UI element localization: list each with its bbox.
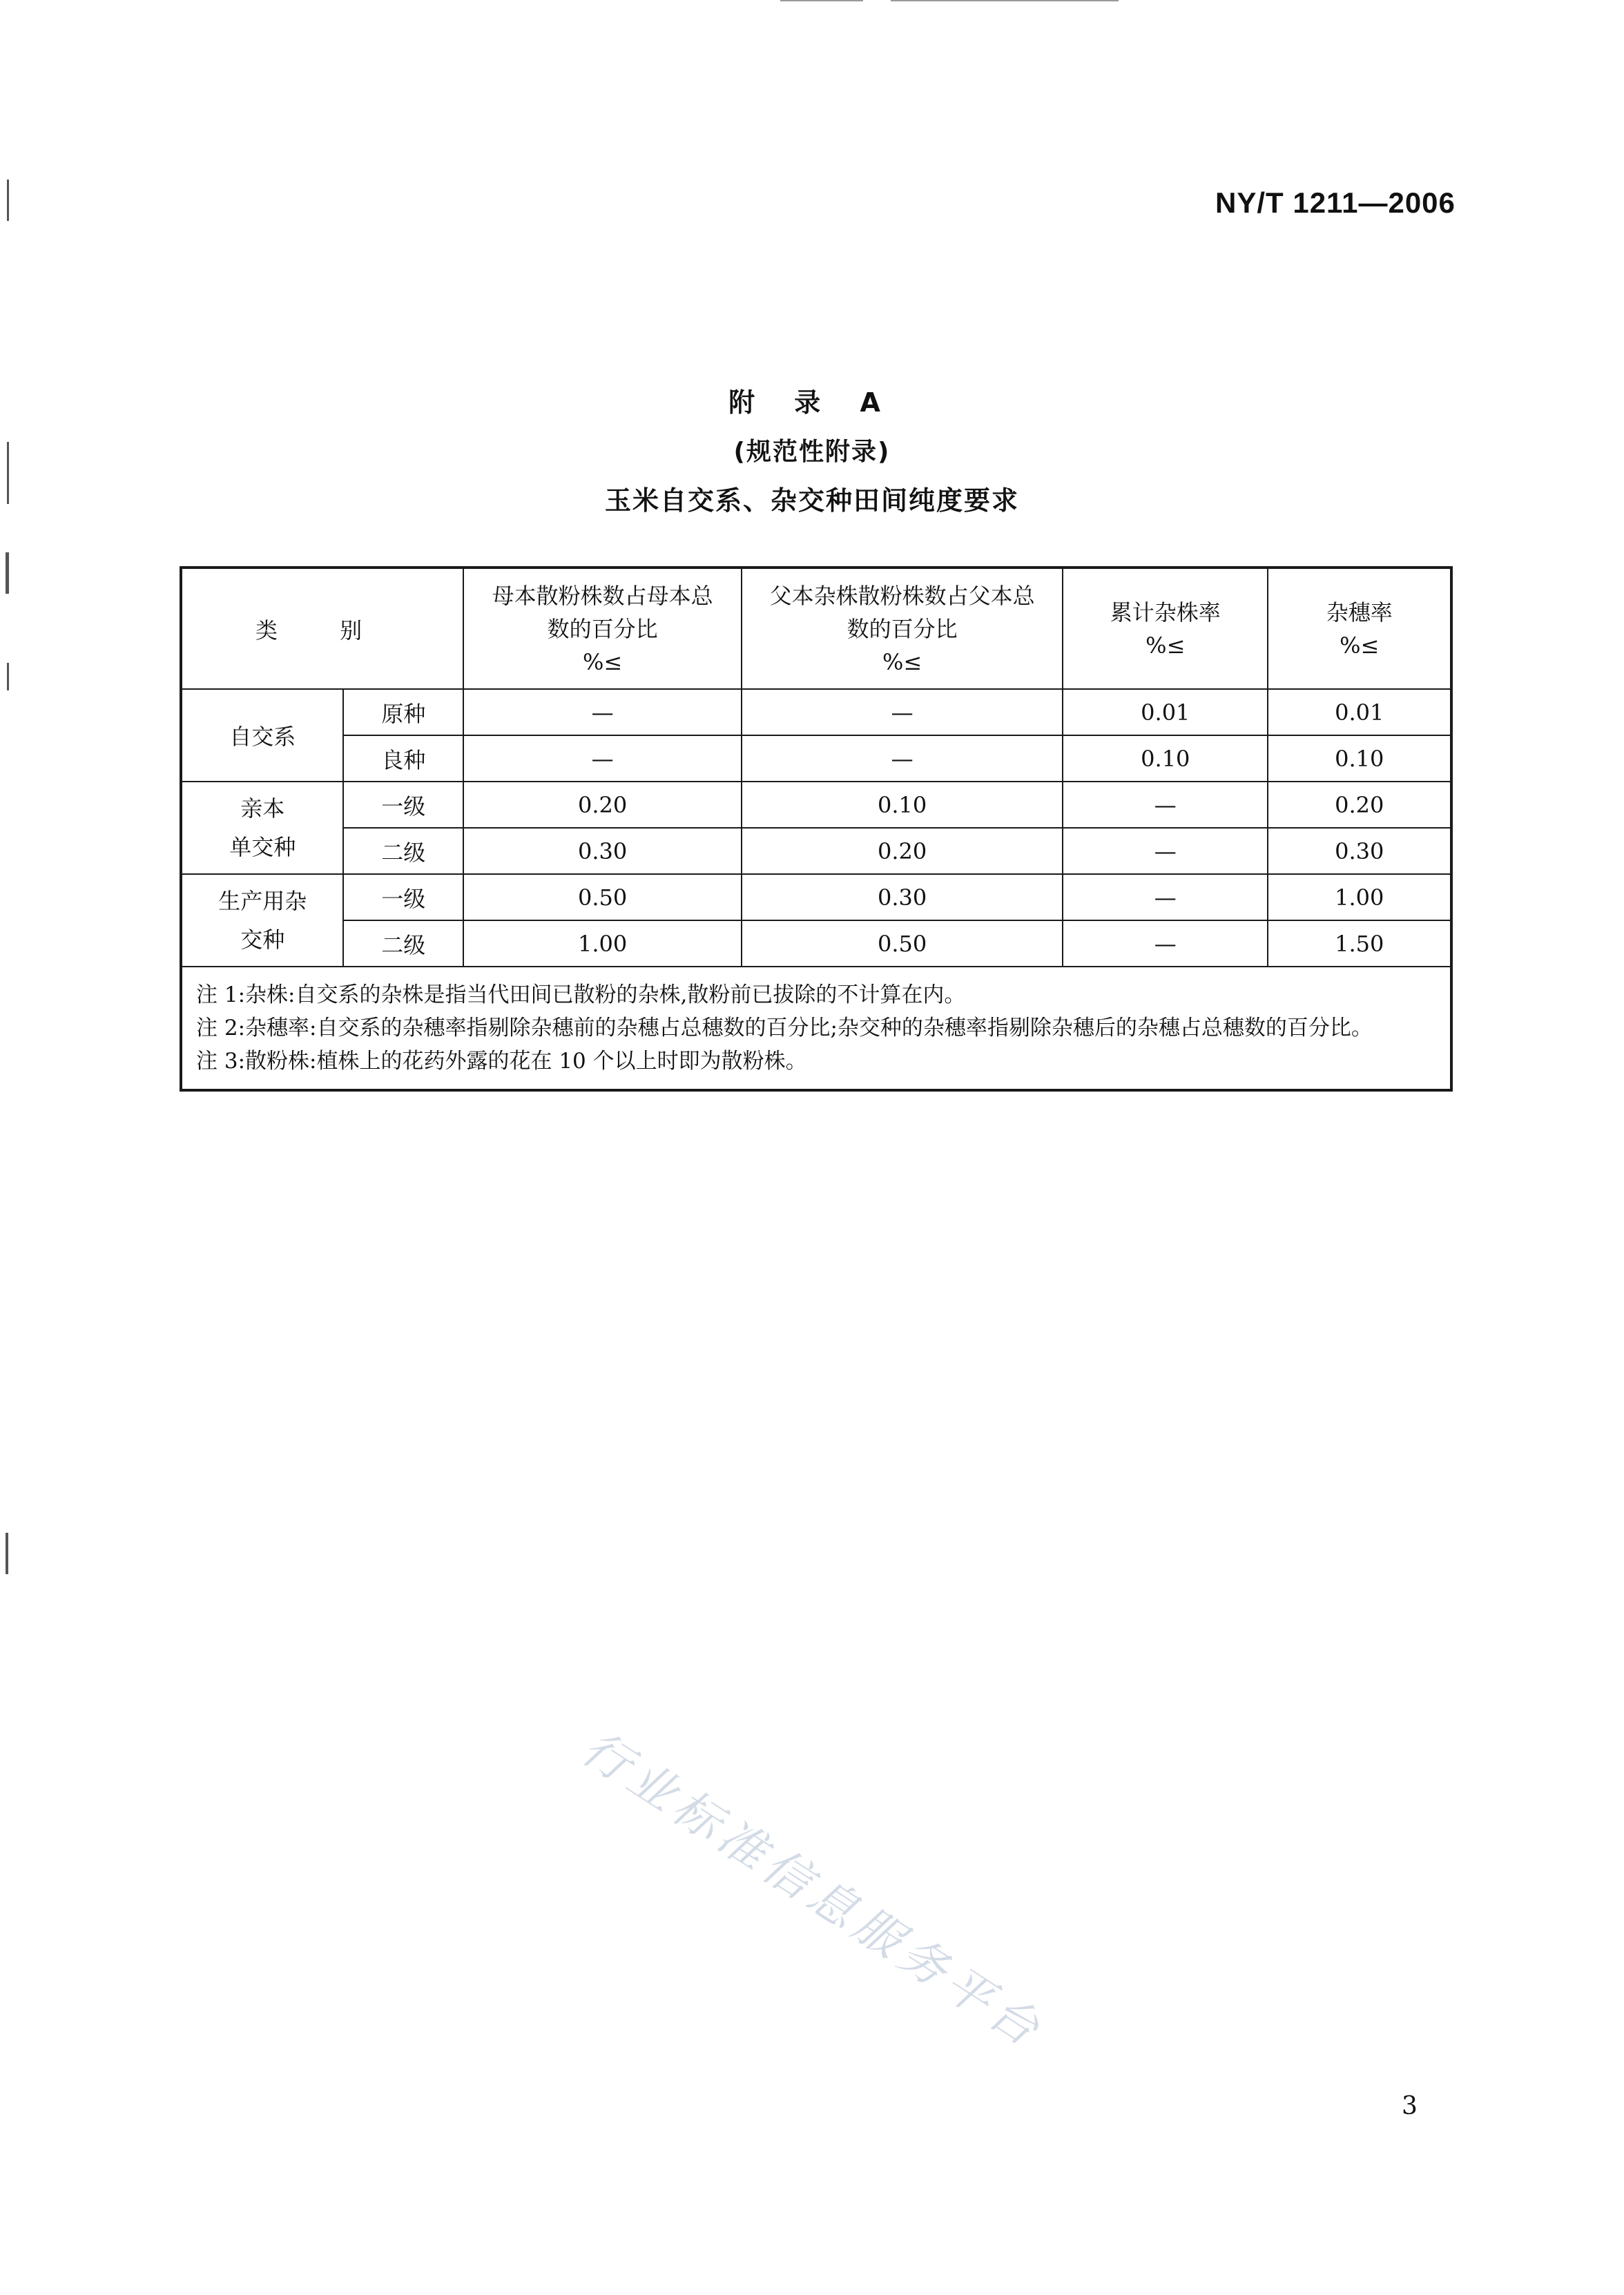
male-cell: 0.10 <box>742 782 1063 828</box>
cumulative-cell: 0.01 <box>1063 689 1268 735</box>
cumulative-cell: — <box>1063 782 1268 828</box>
ear-cell: 1.00 <box>1268 874 1451 920</box>
male-cell: 0.20 <box>742 828 1063 874</box>
female-cell: 0.20 <box>463 782 742 828</box>
male-cell: 0.50 <box>742 920 1063 967</box>
scan-edge-mark <box>7 180 9 221</box>
female-cell: — <box>463 735 742 782</box>
note-3: 注 3:散粉株:植株上的花药外露的花在 10 个以上时即为散粉株。 <box>196 1049 807 1074</box>
header-female-line2: 数的百分比 <box>547 615 658 642</box>
scan-edge-mark <box>7 663 9 690</box>
grade-cell: 一级 <box>343 874 463 920</box>
grade-cell: 二级 <box>343 920 463 967</box>
header-male-line1: 父本杂株散粉株数占父本总 <box>769 582 1035 609</box>
grade-cell: 原种 <box>343 689 463 735</box>
notes-row <box>181 967 1451 1090</box>
table-row <box>181 920 1451 967</box>
appendix-title: 附 录 A <box>728 387 896 418</box>
appendix-subtitle: (规范性附录) <box>733 438 891 466</box>
ear-cell: 0.10 <box>1268 735 1451 782</box>
grade-cell: 一级 <box>343 782 463 828</box>
header-male-unit: %≤ <box>882 648 922 675</box>
header-category <box>181 568 463 689</box>
header-male-line2: 数的百分比 <box>847 615 958 642</box>
ear-cell: 1.50 <box>1268 920 1451 967</box>
header-offtype-ear <box>1268 568 1451 689</box>
cumulative-cell: — <box>1063 874 1268 920</box>
note-1: 注 1:杂株:自交系的杂株是指当代田间已散粉的杂株,散粉前已拔除的不计算在内。 <box>196 982 966 1007</box>
group-commercial-line1: 生产用杂 <box>218 888 307 914</box>
scan-top-line <box>891 0 1119 1</box>
group-parent-line2: 单交种 <box>229 834 296 860</box>
female-cell: 0.50 <box>463 874 742 920</box>
cumulative-cell: — <box>1063 828 1268 874</box>
header-female-shedding <box>463 568 742 689</box>
header-cumulative-offtype <box>1063 568 1268 689</box>
table-row <box>181 735 1451 782</box>
grade-cell: 二级 <box>343 828 463 874</box>
scan-top-line <box>780 0 863 1</box>
group-inbred: 自交系 <box>181 689 343 782</box>
male-cell: 0.30 <box>742 874 1063 920</box>
table-header-row <box>181 568 1451 689</box>
notes-cell <box>181 967 1451 1090</box>
ear-cell: 0.30 <box>1268 828 1451 874</box>
header-cumulative-label: 累计杂株率 <box>1110 599 1221 626</box>
ear-cell: 0.01 <box>1268 689 1451 735</box>
table-row <box>181 828 1451 874</box>
header-category-label: 类 别 <box>255 617 390 643</box>
group-parent-line1: 亲本 <box>240 795 285 822</box>
standard-code: NY/T 1211—2006 <box>1215 186 1456 219</box>
page-number: 3 <box>1402 2092 1418 2120</box>
grade-cell: 良种 <box>343 735 463 782</box>
note-2: 注 2:杂穗率:自交系的杂穗率指剔除杂穗前的杂穗占总穗数的百分比;杂交种的杂穗率指剔除杂穗后的杂穗占总穗数的百分比。 <box>196 1016 1373 1040</box>
scan-edge-mark <box>6 1533 8 1574</box>
header-male-offtype-shedding <box>742 568 1063 689</box>
male-cell: — <box>742 735 1063 782</box>
female-cell: — <box>463 689 742 735</box>
header-cumulative-unit: %≤ <box>1146 632 1186 659</box>
female-cell: 1.00 <box>463 920 742 967</box>
header-offtype-ear-label: 杂穗率 <box>1326 599 1393 626</box>
watermark: 行业标准信息服务平台 <box>572 1721 1054 2060</box>
appendix-caption: 玉米自交系、杂交种田间纯度要求 <box>604 485 1019 516</box>
table-row <box>181 874 1451 920</box>
purity-requirements-table <box>180 566 1453 1092</box>
header-female-line1: 母本散粉株数占母本总 <box>492 582 713 609</box>
female-cell: 0.30 <box>463 828 742 874</box>
table-row <box>181 782 1451 828</box>
cumulative-cell: — <box>1063 920 1268 967</box>
cumulative-cell: 0.10 <box>1063 735 1268 782</box>
group-commercial-hybrid <box>181 874 343 967</box>
ear-cell: 0.20 <box>1268 782 1451 828</box>
scan-edge-mark <box>6 552 9 594</box>
male-cell: — <box>742 689 1063 735</box>
header-offtype-ear-unit: %≤ <box>1340 632 1380 659</box>
header-female-unit: %≤ <box>583 648 623 675</box>
group-parent-single-cross <box>181 782 343 874</box>
group-commercial-line2: 交种 <box>240 927 285 953</box>
table-row <box>181 689 1451 735</box>
